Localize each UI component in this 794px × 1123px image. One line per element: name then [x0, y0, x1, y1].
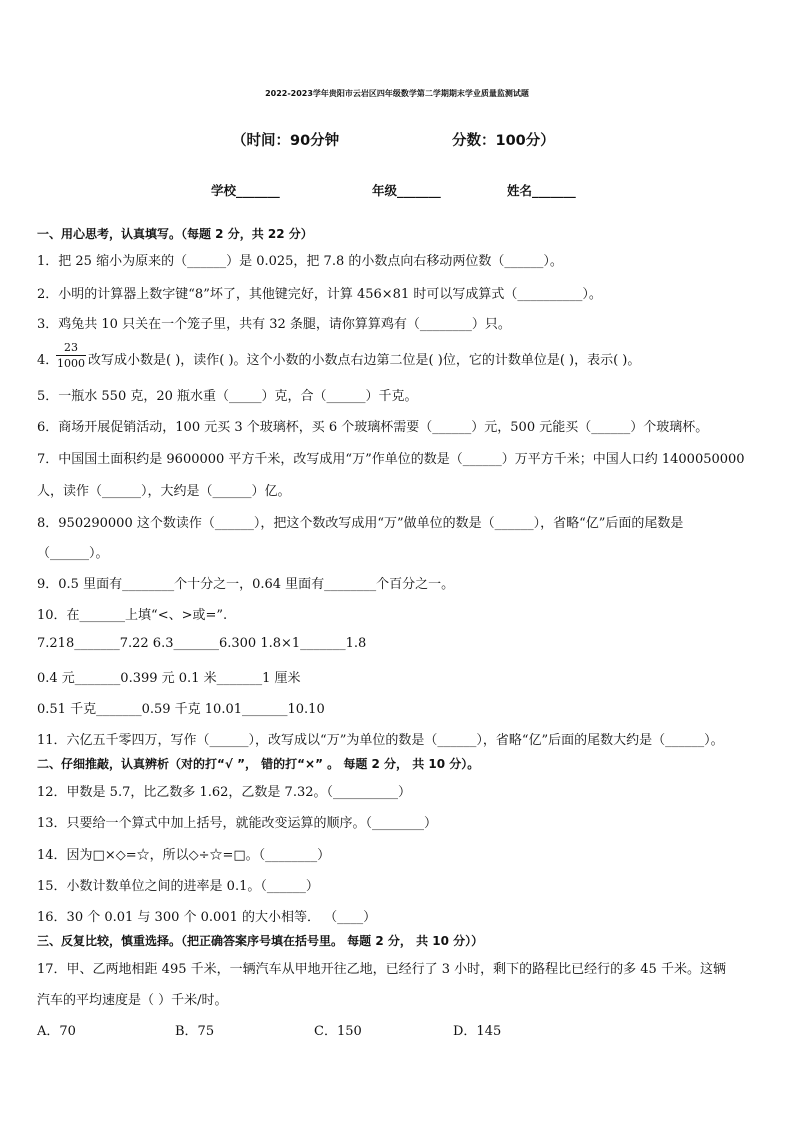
question-16: 16．30 个 0.01 与 300 个 0.001 的大小相等． （____）: [37, 910, 377, 925]
question-9: 9．0.5 里面有________个十分之一，0.64 里面有________个百分之一。: [37, 577, 455, 592]
question-7-line-1: 7．中国国土面积约是 9600000 平方千米，改写成用“万”作单位的数是（______）万平方千米；中国人口约 1400050000: [37, 452, 745, 467]
question-13: 13．只要给一个算式中加上括号，就能改变运算的顺序。（________）: [37, 816, 438, 831]
grade-field[interactable]: 年级_______: [372, 183, 441, 198]
question-1: 1．把 25 缩小为原来的（______）是 0.025，把 7.8 的小数点向右移动两位数（______）。: [37, 254, 563, 269]
school-field[interactable]: 学校_______: [211, 183, 280, 198]
section-1-heading: 一、用心思考，认真填写。（每题 2 分，共 22 分）: [37, 227, 313, 241]
exam-title: 2022-2023学年贵阳市云岩区四年级数学第二学期期末学业质量监测试题: [265, 89, 529, 98]
section-3-heading: 三、反复比较，慎重选择。（把正确答案序号填在括号里。 每题 2 分， 共 10 分））: [37, 934, 484, 948]
question-10-row-1: 7.218_______7.22 6.3_______6.300 1.8×1_______1.8: [37, 636, 367, 651]
option-a[interactable]: A．70: [37, 1024, 76, 1039]
question-6: 6．商场开展促销活动，100 元买 3 个玻璃杯，买 6 个玻璃杯需要（______）元，500 元能买（______）个玻璃杯。: [37, 420, 709, 435]
question-10-row-3: 0.51 千克_______0.59 千克 10.01_______10.10: [37, 702, 325, 717]
question-11: 11．六亿五千零四万，写作（______），改写成以“万”为单位的数是（______），省略“亿”后面的尾数大约是（______）。: [37, 733, 724, 748]
fraction-denominator: 1000: [57, 357, 85, 370]
section-2-heading: 二、仔细推敲，认真辨析（对的打“√ ”， 错的打“×” 。 每题 2 分， 共 10 分）。: [37, 757, 480, 771]
question-14: 14．因为□×◇=☆，所以◇÷☆=□。（________）: [37, 848, 331, 863]
fraction-numerator: 23: [56, 341, 86, 356]
question-12: 12．甲数是 5.7，比乙数多 1.62，乙数是 7.32。（__________）: [37, 785, 412, 800]
question-17-line-1: 17．甲、乙两地相距 495 千米，一辆汽车从甲地开往乙地，已经行了 3 小时，剩下的路程比已经行的多 45 千米。这辆: [37, 962, 726, 977]
question-5: 5．一瓶水 550 克，20 瓶水重（_____）克，合（______）千克。: [37, 389, 418, 404]
question-8-line-2: （______）。: [37, 546, 109, 561]
question-4-fraction: [56, 341, 86, 370]
question-10: 10．在_______上填“<、>或=”.: [37, 608, 228, 623]
exam-score: 分数：100分）: [452, 133, 555, 149]
question-17-line-2: 汽车的平均速度是（ ）千米/时。: [37, 993, 228, 1008]
question-4-index: 4．: [37, 353, 59, 368]
question-10-row-2: 0.4 元_______0.399 元 0.1 米_______1 厘米: [37, 671, 301, 686]
question-4: 改写成小数是( )，读作( )。这个小数的小数点右边第二位是( )位，它的计数单位是( )，表示( )。: [88, 353, 641, 368]
question-7-line-2: 人，读作（______），大约是（______）亿。: [37, 484, 291, 499]
question-3: 3．鸡兔共 10 只关在一个笼子里，共有 32 条腿，请你算算鸡有（________）只。: [37, 317, 511, 332]
name-field[interactable]: 姓名_______: [507, 183, 576, 198]
option-b[interactable]: B．75: [175, 1024, 215, 1039]
question-2: 2．小明的计算器上数字键“8”坏了，其他键完好，计算 456×81 时可以写成算式（__________）。: [37, 287, 602, 302]
exam-time: （时间：90分钟: [232, 133, 340, 149]
option-c[interactable]: C．150: [314, 1024, 362, 1039]
question-15: 15．小数计数单位之间的进率是 0.1。（______）: [37, 879, 319, 894]
question-8-line-1: 8．950290000 这个数读作（______），把这个数改写成用“万”做单位的数是（______），省略“亿”后面的尾数是: [37, 516, 684, 531]
option-d[interactable]: D．145: [453, 1024, 502, 1039]
